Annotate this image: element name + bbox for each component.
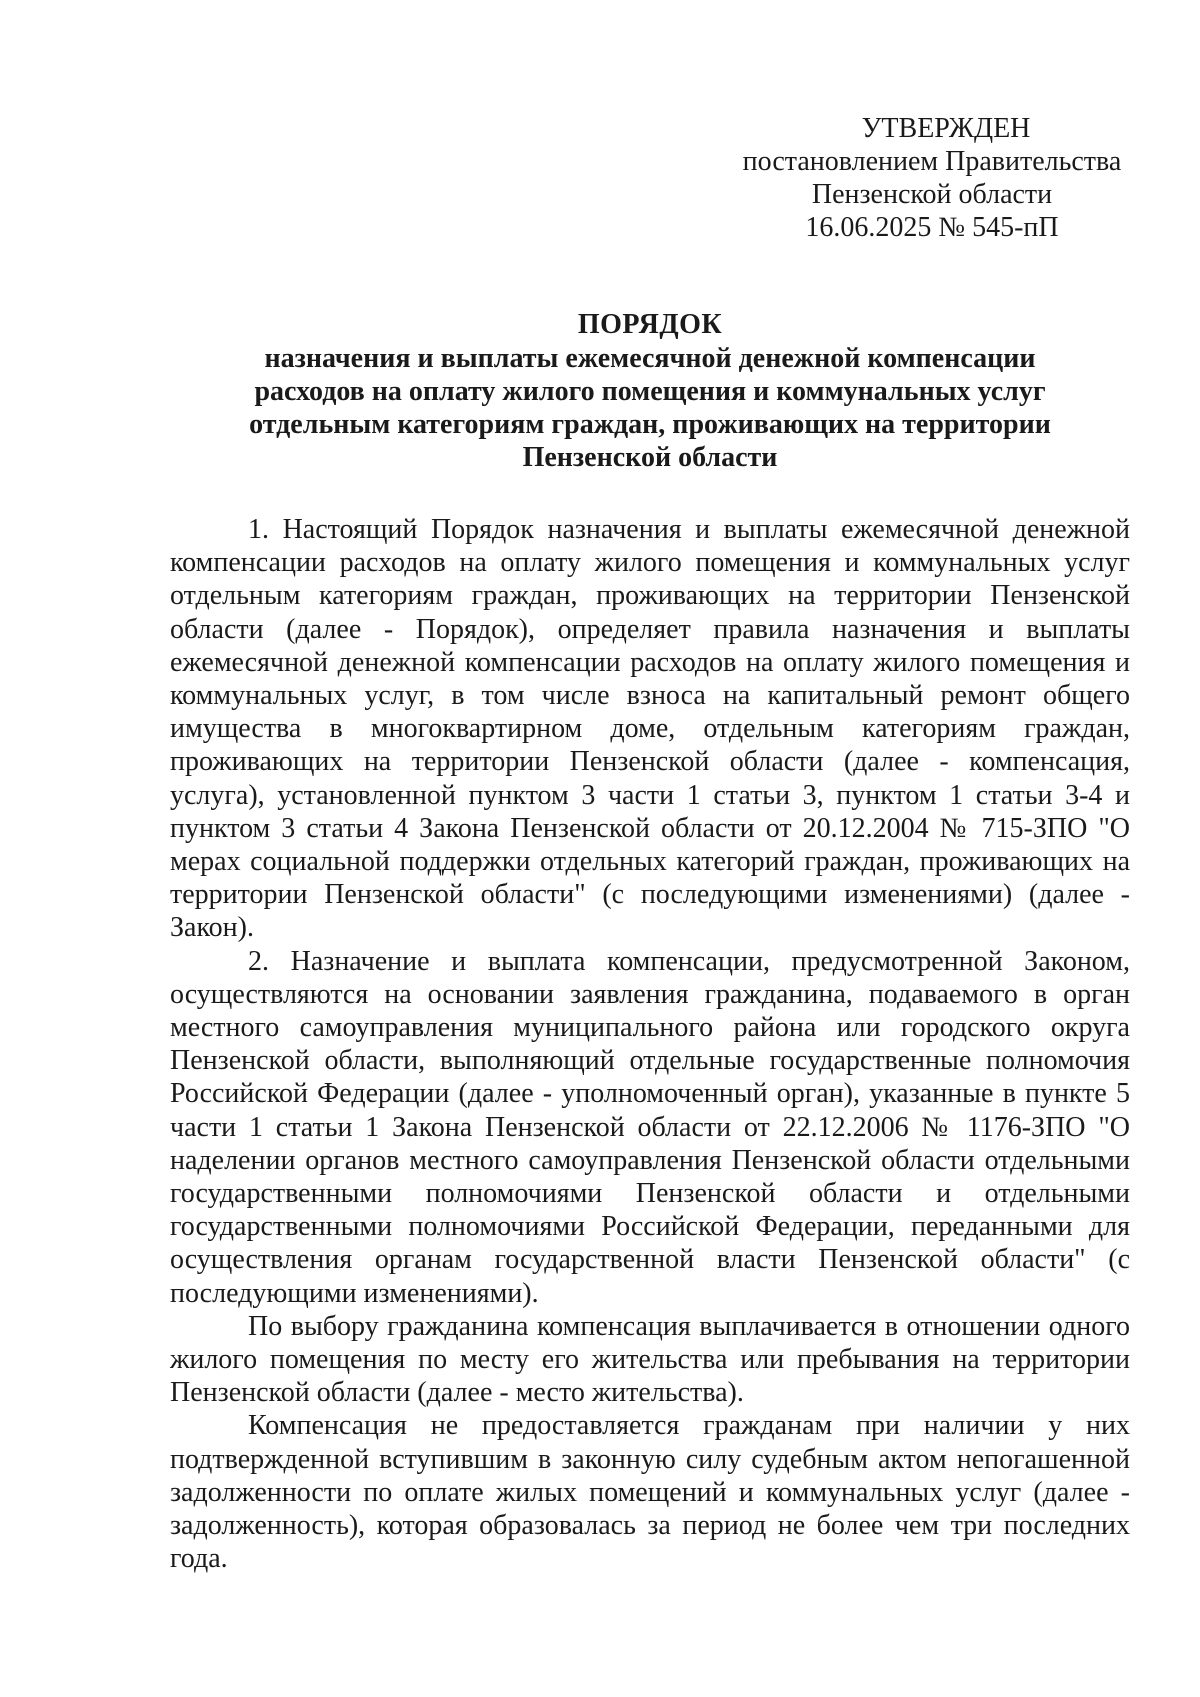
- paragraph-2: 2. Назначение и выплата компенсации, предусмотренной Законом, осуществляются на основании заявления гражданина, подаваемого в орган местного самоуправления муниципального района или городского округа Пензенской области, выполняющий отдельные государственные полномочия Российской Федерации (далее - уполномоченный орган), указанные в пункте 5 части 1 статьи 1 Закона Пензенской области от 22.12.2006 № 1176-ЗПО "О наделении органов местного самоуправления Пензенской области отдельными государственными полномочиями Пензенской области и отдельными государственными полномочиями Российской Федерации, переданными для осуществления органам государственной власти Пензенской области" (с последующими изменениями).: [170, 945, 1130, 1309]
- paragraph-4: Компенсация не предоставляется гражданам при наличии у них подтвержденной вступившим в законную силу судебным актом непогашенной задолженности по оплате жилых помещений и коммунальных услуг (далее - задолженность), которая образовалась за период не более чем три последних года.: [170, 1410, 1130, 1575]
- approval-line-resolution: постановлением Правительства: [742, 146, 1122, 177]
- approval-line-date-number: 16.06.2025 № 545-пП: [805, 212, 1059, 243]
- paragraph-3: По выбору гражданина компенсация выплачивается в отношении одного жилого помещения по месту его жительства или пребывания на территории Пензенской области (далее - место жительства).: [170, 1310, 1130, 1409]
- document-body: [170, 513, 1130, 1576]
- paragraph-1: 1. Настоящий Порядок назначения и выплаты ежемесячной денежной компенсации расходов на оплату жилого помещения и коммунальных услуг отдельным категориям граждан, проживающих на территории Пензенской области (далее - Порядок), определяет правила назначения и выплаты ежемесячной денежной компенсации расходов на оплату жилого помещения и коммунальных услуг, в том числе взноса на капитальный ремонт общего имущества в многоквартирном доме, отдельным категориям граждан, проживающих на территории Пензенской области (далее - компенсация, услуга), установленной пунктом 3 части 1 статьи 3, пунктом 1 статьи 3-4 и пунктом 3 статьи 4 Закона Пензенской области от 20.12.2004 № 715-ЗПО "О мерах социальной поддержки отдельных категорий граждан, проживающих на территории Пензенской области" (с последующими изменениями) (далее - Закон).: [170, 514, 1130, 944]
- approval-title: УТВЕРЖДЕН: [861, 113, 1031, 144]
- document-subtitle-line: Пензенской области: [522, 442, 778, 473]
- document-title: ПОРЯДОК: [577, 309, 723, 340]
- approval-stamp: [742, 112, 1122, 244]
- document-subtitle-line: отдельным категориям граждан, проживающих на территории: [249, 409, 1051, 440]
- approval-line-region: Пензенской области: [811, 179, 1053, 210]
- document-subtitle-line: назначения и выплаты ежемесячной денежной компенсации: [264, 343, 1036, 374]
- document-title-block: [170, 308, 1130, 474]
- document-subtitle-line: расходов на оплату жилого помещения и коммунальных услуг: [254, 376, 1046, 407]
